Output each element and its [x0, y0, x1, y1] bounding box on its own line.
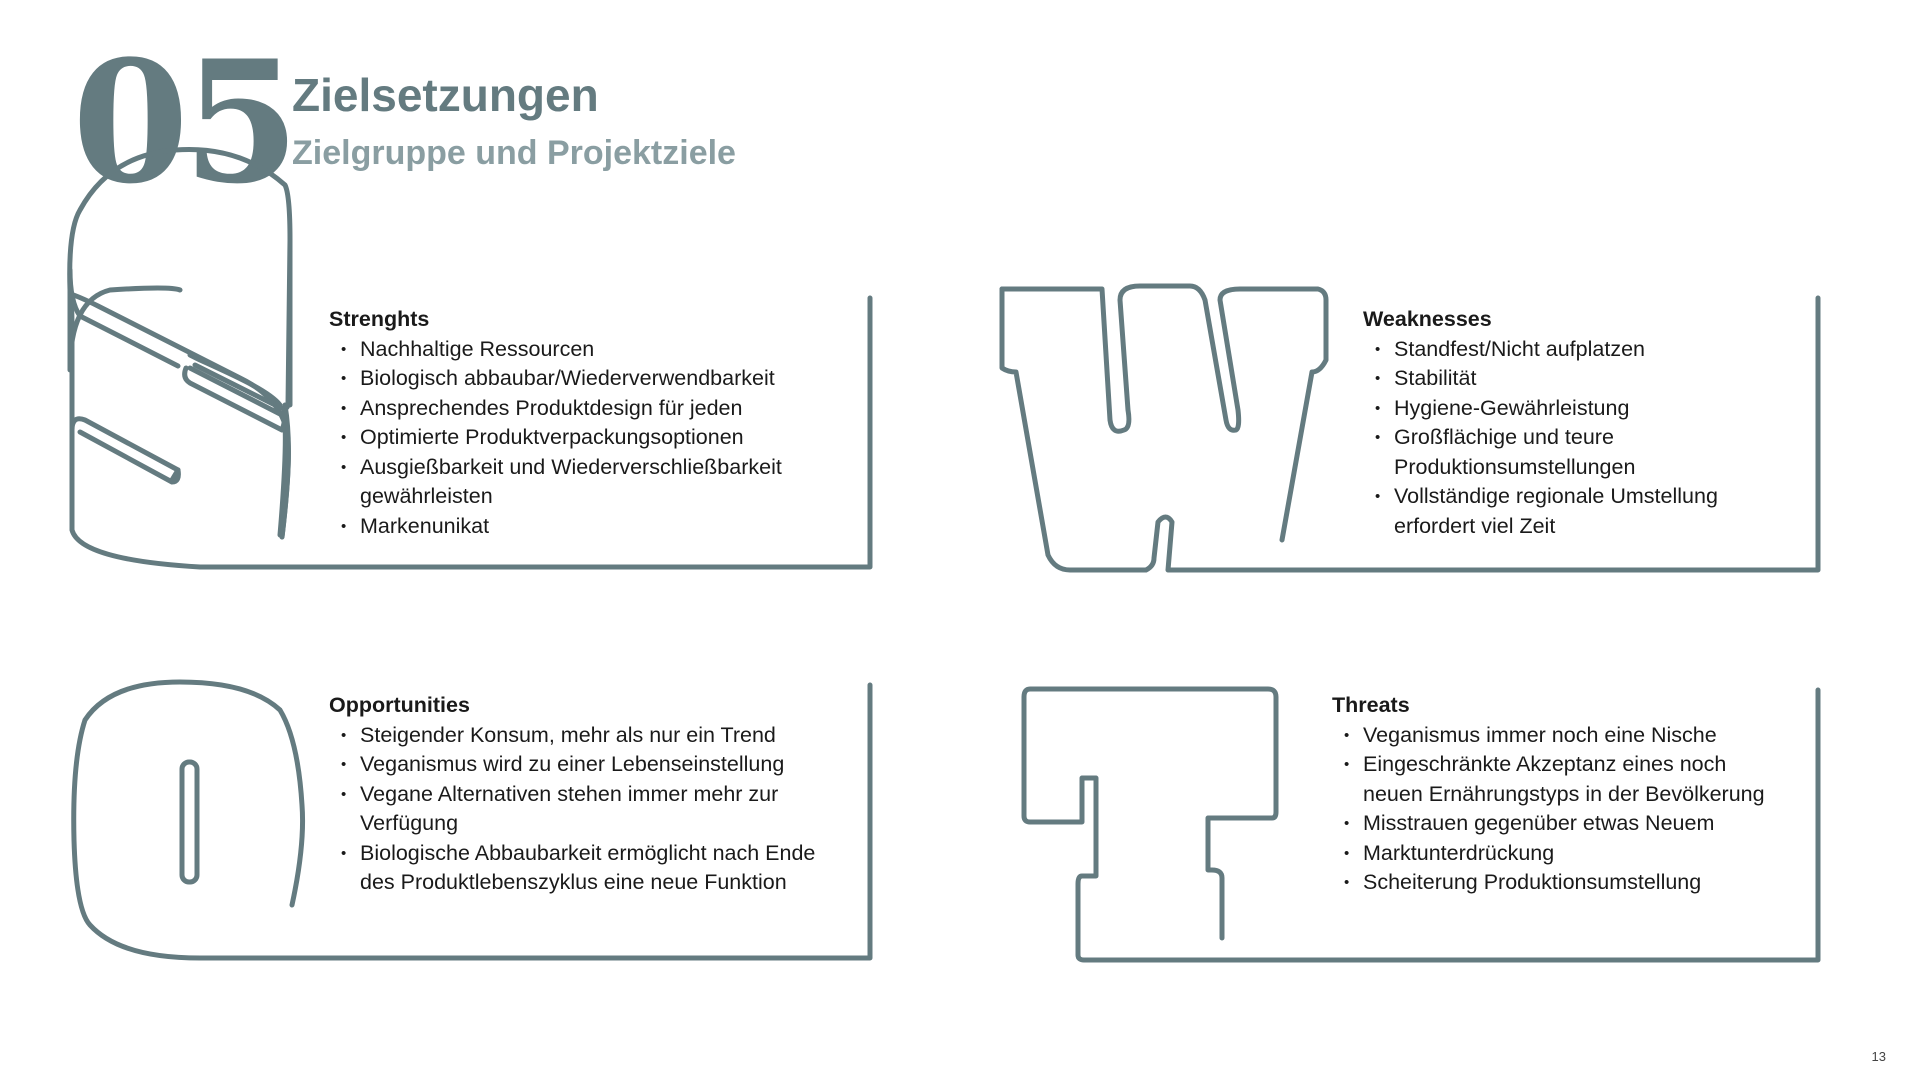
list-item: • Optimierte Produktverpackungsoptionen	[360, 423, 849, 453]
list-item: • Veganismus wird zu einer Lebenseinstellung	[360, 750, 849, 780]
threats-list	[1332, 721, 1782, 898]
list-item: • Stabilität	[1394, 364, 1783, 394]
strengths-list	[329, 335, 849, 542]
list-item: • Biologische Abbaubarkeit ermöglicht nach Ende des Produktlebenszyklus eine neue Funktion	[360, 839, 849, 898]
opportunities-heading: Opportunities	[329, 693, 470, 717]
opportunities-list	[329, 721, 849, 898]
list-item: • Ansprechendes Produktdesign für jeden	[360, 394, 849, 424]
threats-heading: Threats	[1332, 693, 1410, 717]
page-subtitle: Zielgruppe und Projektziele	[292, 134, 736, 172]
list-item: • Veganismus immer noch eine Nische	[1363, 721, 1782, 751]
list-item: • Eingeschränkte Akzeptanz eines noch neuen Ernährungstyps in der Bevölkerung	[1363, 750, 1782, 809]
list-item: • Misstrauen gegenüber etwas Neuem	[1363, 809, 1782, 839]
page-number: 13	[1871, 1049, 1886, 1064]
page-title: Zielsetzungen	[292, 69, 599, 121]
list-item: • Standfest/Nicht aufplatzen	[1394, 335, 1783, 365]
weaknesses-list	[1363, 335, 1783, 542]
list-item: • Nachhaltige Ressourcen	[360, 335, 849, 365]
swot-threats	[1332, 691, 1782, 898]
swot-opportunities	[329, 691, 849, 898]
list-item: • Ausgießbarkeit und Wiederverschließbarkeit gewährleisten	[360, 453, 849, 512]
list-item: • Marktunterdrückung	[1363, 839, 1782, 869]
list-item: • Vollständige regionale Umstellung erfordert viel Zeit	[1394, 482, 1783, 541]
list-item: • Hygiene-Gewährleistung	[1394, 394, 1783, 424]
list-item: • Vegane Alternativen stehen immer mehr zur Verfügung	[360, 780, 849, 839]
list-item: • Biologisch abbaubar/Wiederverwendbarkeit	[360, 364, 849, 394]
strengths-heading: Strenghts	[329, 307, 430, 331]
list-item: • Steigender Konsum, mehr als nur ein Trend	[360, 721, 849, 751]
swot-strengths	[329, 305, 849, 541]
chapter-number: 05	[72, 23, 294, 221]
swot-weaknesses	[1363, 305, 1783, 541]
list-item: • Scheiterung Produktionsumstellung	[1363, 868, 1782, 898]
list-item: • Großflächige und teure Produktionsumstellungen	[1394, 423, 1783, 482]
list-item: • Markenunikat	[360, 512, 849, 542]
weaknesses-heading: Weaknesses	[1363, 307, 1492, 331]
